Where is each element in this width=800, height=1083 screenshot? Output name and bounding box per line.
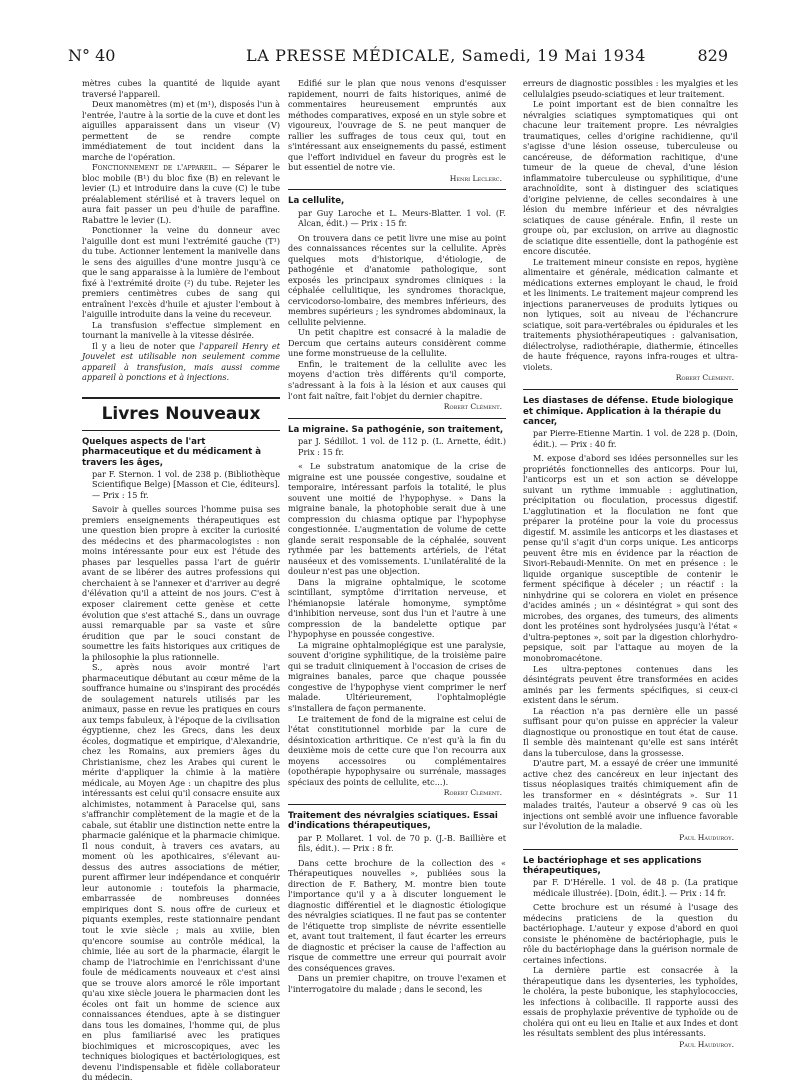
section-banner: Livres Nouveaux [82,397,280,431]
review-title: Traitement des névralgies sciatiques. Essai d'indications thérapeutiques, [288,810,498,832]
paragraph: S., après nous avoir montré l'art pharmaceutique débutant au cœur même de la souffrance humaine ou s'inspirant des procédés de soulagement naturels utilisés par les animaux, passe en revue les pratiques en cours aux temps fabuleux, à l'époque de la civilisation égyptienne, chez les Grecs, dans les deux écoles, dogmatique et empirique, d'Alexandrie, chez les Romains, aux premiers âges du Christianisme, chez les Arabes qui curent le mérite d'appliquer la chimie à la matière médicale, au Moyen Age : un chapitre des plus intéressants est celui qu'il consacre ensuite aux alchimistes, notamment à Paracelse qui, sans s'affranchir complètement de la magie et de la cabale, sut établir une distinction nette entre la pharmacie galénique et la pharmacie chimique. Il nous conduit, à travers ces avatars, au moment où les apothicaires, s'élevant au-dessus des autres associations de métier, purent affirmer leur indépendance et conquérir leur autonomie : toutefois la pharmacie, embarrassée de nombreuses données empiriques dont S. nous offre de curieux et piquants exemples, reste stationnaire pendant tout le xvie siècle ; mais au xviiie, bien qu'encore soumise au contrôle médical, la chimie, liée au sort de la pharmacie, élargit le champ de l'iatrochimie en l'enrichissant d'une foule de médicaments nouveaux et c'est ainsi que se trouve alors amorcé le rôle important qu'au xixe siècle jouera le pharmacien dont les écoles ont fait un homme de science aux connaissances étendues, apte à se distinguer dans tous les domaines, l'homme qui, de plus en plus familiarisé avec les pratiques biochimiques et microscopiques, avec les techniques biologiques et bactériologiques, est devenu l'indispensable et fidèle collaborateur du médecin. [82,662,280,1083]
signature: Robert Clément. [443,402,502,412]
divider [523,849,738,850]
review-title: La cellulite, [288,196,345,207]
review-meta: par Pierre-Etienne Martin. 1 vol. de 228 p. (Doin, édit.). — Prix : 40 fr. [533,428,738,449]
paragraph: erreurs de diagnostic possibles : les myalgies et les cellulalgies pseudo-sciatiques et leur traitement. [523,78,738,99]
paragraph: Enfin, le traitement de la cellulite avec les moyens d'action très différents qu'il comporte, s'adressant à la fois à la lésion et aux causes qui l'ont fait naître, fait l'objet du dernier chapitre. [288,358,506,401]
paragraph: Dans la migraine ophtalmique, le scotome scintillant, symptôme d'irritation nerveuse, et l'hémianopsie latérale homonyme, symptôme d'inhibition nerveuse, sont dus l'un et l'autre à une compression de la bandelette optique par l'hypophyse en poussée congestive. [288,576,506,640]
review-meta: par F. D'Hérelle. 1 vol. de 48 p. (La pratique médicale illustrée). [Doin, édit.]. — Prix : 14 fr. [533,877,738,898]
paragraph: On trouvera dans ce petit livre une mise au point des connaissances récentes sur la cellulite. Après quelques mots d'historique, d'étiologie, de pathogénie et d'anatomie pathologique, sont exposés les principaux syndromes cliniques : la céphalée cellulitique, les syndromes thoracique, cervicodorso-lombaire, des membres inférieurs, des membres supérieurs ; les syndromes abdominaux, la cellulite pelvienne. [288,232,506,327]
paragraph: Le traitement mineur consiste en repos, hygiène alimentaire et générale, médication calmante et médications externes employant le chaud, le froid et les liniments. Le traitement majeur comprend les injections paranerveuses de produits lytiques ou non lytiques, soit au niveau de l'échancrure sciatique, soit para-vertébrales ou épidurales et les traitements physiothérapeutiques : galvanisation, diélectrolyse, radiothérapie, diathermie, étincelles de haute fréquence, rayons infra-rouges et ultra-violets. [523,256,738,372]
paragraph: « Le substratum anatomique de la crise de migraine est une poussée congestive, soudaine et temporaire, intéressant parfois la totalité, le plus souvent une moitié de l'hypophyse. » Dans la migraine banale, la photophobie serait due à une compression du chiasma optique par l'hypophyse congestionnée. L'augmentation de volume de cette glande serait responsable de la céphalée, souvent rythmée par les battements artériels, de l'état nauséeux et des vomissements. L'unilatéralité de la douleur n'est pas une objection. [288,461,506,577]
journal-title: LA PRESSE MÉDICALE, Samedi, 19 Mai 1934 [246,46,647,65]
divider [523,389,738,390]
paragraph: La migraine ophtalmoplégique est une paralysie, souvent d'origine syphilitique, de la troisième paire qui se traduit cliniquement à l'occasion de crises de migraines banales, parce que chaque poussée congestive de l'hypophyse vient comprimer le nerf malade. Ultérieurement, l'ophtalmoplégie s'installera de façon permanente. [288,639,506,713]
divider [288,189,506,190]
signature: Henri Leclerc. [449,173,502,183]
page-number: 829 [697,46,728,65]
review-title: Les diastases de défense. Etude biologique et chimique. Application à la thérapie du cancer, [523,396,734,427]
paragraph: Dans cette brochure de la collection des « Thérapeutiques nouvelles », publiées sous la direction de F. Bathery, M. montre bien toute l'importance qu'il y a à discuter longuement le diagnostic différentiel et le diagnostic étiologique des névralgies sciatiques. Il ne faut pas se contenter de l'étiquette trop simpliste de névrite essentielle et, avant tout traitement, il faut écarter les erreurs de diagnostic et préciser la cause de l'affection au risque de commettre une erreur qui pourrait avoir des conséquences graves. [288,857,506,973]
review-title: La migraine. Sa pathogénie, son traitement, [288,424,504,435]
column-right [523,78,738,1054]
paragraph: La réaction n'a pas dernière elle un passé suffisant pour qu'on puisse en apprécier la valeur diagnostique ou pronostique en tout état de cause. Il semble dès maintenant qu'elle est sans intérêt dans la tuberculose, dans la grossesse. [523,705,738,758]
paragraph: Le traitement de fond de la migraine est celui de l'état constitutionnel morbide par la cure de désintoxication arthritique. Ce n'est qu'à la fin du deuxième mois de cette cure que l'on recourra aux moyens accessoires ou complémentaires (opothérapie hypophysaire ou surrénale, massages spéciaux des points de cellulite, etc...). [288,713,506,787]
paragraph: Edifié sur le plan que nous venons d'esquisser rapidement, nourri de faits historiques, animé de commentaires heureusement empruntés aux méthodes comparatives, exposé en un style sobre et vigoureux, l'ouvrage de S. ne peut manquer de rallier les suffrages de tous ceux qui, tout en s'intéressant aux enseignements du passé, estiment que l'effort individuel en faveur du progrès est le but essentiel de notre vie. [288,78,506,173]
issue-number: N° 40 [68,46,116,65]
paragraph: Fonctionnement de l'appareil. — Séparer le bloc mobile (B¹) du bloc fixe (B) en relevant le levier (L) et introduire dans la cuve (C) le tube préalablement stérilisé et à travers lequel on aura fait passer un peu d'huile de paraffine. Rabattre le levier (L). [82,162,280,225]
review-title: Quelques aspects de l'art pharmaceutique et du médicament à travers les âges, [82,436,262,468]
paragraph: Deux manomètres (m) et (m¹), disposés l'un à l'entrée, l'autre à la sortie de la cuve et dont les aiguilles apparaissent dans un viseur (V) permettent de se rendre compte immédiatement de tout incident dans la marche de l'opération. [82,99,280,162]
paragraph: Le point important est de bien connaître les névralgies sciatiques symptomatiques qui ont chacune leur traitement propre. Les névralgies traumatiques, celles d'origine rachidienne, qu'il s'agisse d'une lésion osseuse, tuberculeuse ou cancéreuse, de déformation rachitique, d'une tumeur de la queue de cheval, d'une lésion inflammatoire tuberculeuse ou syphilitique, d'une arachnoïdite, sont à distinguer des sciatiques d'origine pelvienne, de celles secondaires à une lésion du membre inférieur et des névralgies sciatiques de cause générale. Enfin, il reste un groupe où, par exclusion, on arrive au diagnostic de sciatique dite essentielle, dont la pathogénie est encore discutée. [523,99,738,257]
review-meta: par P. Mollaret. 1 vol. de 70 p. (J.-B. Baillière et fils, édit.). — Prix : 8 fr. [298,832,506,854]
paragraph: La dernière partie est consacrée à la thérapeutique dans les dysenteries, les typhoïdes, le choléra, la peste bubonique, les staphylococcies, les infections à colibacille. Il rapporte aussi des essais de prophylaxie préventive de typhoïde ou de choléra qui ont eu lieu en Italie et aux Indes et dont les résultats semblent des plus intéressants. [523,965,738,1039]
signature: Robert Clément. [675,373,734,383]
divider [288,804,506,805]
page-header [68,46,728,68]
paragraph: Cette brochure est un résumé à l'usage des médecins praticiens de la question du bactériophage. L'auteur y expose d'abord en quoi consiste le phénomène de bactériophagie, puis le rôle du bactériophage dans la guérison normale de certaines infections. [523,902,738,965]
paragraph-lead: Fonctionnement de l'appareil. [92,162,218,173]
paragraph: D'autre part, M. a essayé de créer une immunité active chez des cancéreux en leur injectant des tissus néoplasiques traités chimiquement afin de les transformer en « désintégrats ». Sur 11 malades traités, l'auteur a observé 9 cas où les injections ont semblé avoir une influence favorable sur l'évolution de la maladie. [523,758,738,832]
review-meta: par J. Sédillot. 1 vol. de 112 p. (L. Arnette, édit.) Prix : 15 fr. [298,436,506,457]
paragraph: Les ultra-peptones contenues dans les désintégrats peuvent être transformées en acides aminés par les ferments spécifiques, si ceux-ci existent dans le sérum. [523,663,738,706]
signature: Robert Clément. [443,788,502,798]
review-title: Le bactériophage et ses applications thérapeutiques, [523,855,702,876]
signature: Paul Hauduroy. [679,1039,734,1049]
paragraph: La transfusion s'effectue simplement en tournant la manivelle à la vitesse désirée. [82,319,280,341]
paragraph: Il y a lieu de noter que l'appareil Henry et Jouvelet est utilisable non seulement comme appareil à transfusion, mais aussi comme appareil à ponctions et à injections. [82,340,280,383]
paragraph: mètres cubes la quantité de liquide ayant traversé l'appareil. [82,78,280,99]
paragraph: Ponctionner la veine du donneur avec l'aiguille dont est muni l'extrémité gauche (T¹) du tube. Actionner lentement la manivelle dans le sens des aiguilles d'une montre jusqu'à ce que le sang apparaisse à la lumière de l'embout fixé à l'extrémité droite (²) du tube. Rejeter les premiers centimètres cubes de sang qui entraînent l'excès d'huile et ajuster l'embout à l'aiguille introduite dans la veine du receveur. [82,225,280,320]
divider [288,418,506,419]
column-middle [288,78,506,994]
signature: Paul Hauduroy. [679,832,734,842]
paragraph: Savoir à quelles sources l'homme puisa ses premiers enseignements thérapeutiques est une question bien propre à exciter la curiosité des médecins et des pharmacologistes : non moins intéressante pour eux est l'étude des phases par lesquelles passa l'art de guérir avant de se libérer des autres professions qui cherchaient à se l'annexer et d'arriver au degré d'élévation qu'il a atteint de nos jours. C'est à exposer clairement cette genèse et cette évolution que s'est attaché S., dans un ouvrage aussi remarquable par sa vaste et sûre érudition que par le souci constant de soumettre les faits historiques aux critiques de la philosophie la plus rationnelle. [82,504,280,662]
column-left [82,78,280,1083]
paragraph: M. expose d'abord ses idées personnelles sur les propriétés fonctionnelles des anticorps. Pour lui, l'anticorps est un et son action se développe suivant un rythme immuable : agglutination, précipitation ou floculation, processus digestif. L'agglutination et la floculation ne font que préparer la protéine pour la voie du processus digestif. M. assimile les anticorps et les diastases et pense qu'il s'agit d'un corps unique. Les anticorps peuvent être mis en évidence par la réaction de Sivori-Rebaudi-Mennite. On met en présence : le liquide organique susceptible de contenir le ferment spécifique à déceler ; un réactif : la ninhydrine qui se colorera en violet en présence d'acides aminés ; un « désintégrat » qui sont des microbes, des organes, des tumeurs, des aliments dont les protéines sont hydrolysées jusqu'à l'état « d'ultra-peptones », soit par la digestion chlorhydro-pepsique, soit par l'attaque au moyen de la monobromacétone. [523,453,738,663]
review-meta: par Guy Laroche et L. Meurs-Blatter. 1 vol. (F. Alcan, édit.) — Prix : 15 fr. [298,207,506,229]
paragraph: Dans un premier chapitre, on trouve l'examen et l'interrogatoire du malade ; dans le second, les [288,973,506,994]
review-meta: par F. Sternon. 1 vol. de 238 p. (Bibliothèque Scientifique Belge) [Masson et Cie, éditeurs]. — Prix : 15 fr. [92,468,280,500]
paragraph: Un petit chapitre est consacré à la maladie de Dercum que certains auteurs considèrent comme une forme monstrueuse de la cellulite. [288,327,506,359]
